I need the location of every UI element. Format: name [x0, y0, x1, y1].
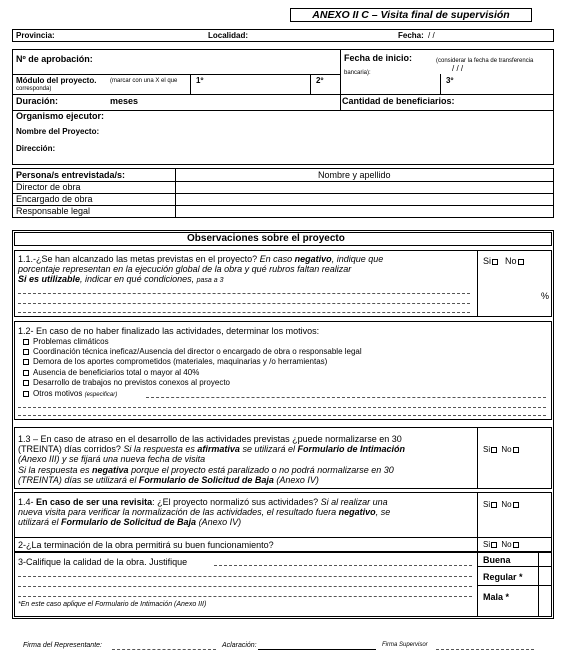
direccion-label: Dirección:: [16, 144, 56, 153]
q11-line2: porcentaje representan en la ejecución global de la obra y qué rubros faltan realizar: [18, 264, 352, 274]
fecha-inicio-label: Fecha de inicio:: [344, 53, 413, 63]
firma-supervisor-label: Firma Supervisor: [382, 642, 428, 648]
rating-buena[interactable]: Buena: [483, 555, 511, 565]
q13-si-no[interactable]: Si No: [483, 445, 521, 454]
no-checkbox[interactable]: [513, 502, 519, 508]
q12-option[interactable]: Problemas climáticos: [22, 337, 109, 347]
q14-si-no[interactable]: Si No: [483, 500, 521, 509]
q14-line1: 1.4- En caso de ser una revisita: ¿El proyecto normalizó sus actividades? Si al realizar una: [18, 497, 388, 507]
q12-option[interactable]: Ausencia de beneficiarios total o mayor al 40%: [22, 368, 199, 378]
nombre-proyecto-label: Nombre del Proyecto:: [16, 127, 100, 136]
modulo-2: 2º: [316, 76, 324, 85]
si-checkbox[interactable]: [492, 259, 498, 265]
persona-row: Responsable legal: [16, 206, 91, 216]
header-row: [12, 29, 554, 42]
q12-option[interactable]: Demora de los aportes comprometidos (materiales, maquinarias y /o herramientas): [22, 357, 327, 367]
no-checkbox[interactable]: [513, 542, 519, 548]
q12-option-other[interactable]: Otros motivos (especificar): [22, 389, 117, 400]
nombre-apellido-header: Nombre y apellido: [318, 170, 391, 180]
q11-line1: 1.1.-¿Se han alcanzado las metas previstas en el proyecto? En caso negativo, indique que: [18, 254, 384, 264]
fecha-inicio-slashes: / / /: [452, 64, 464, 73]
personas-header: Persona/s entrevistada/s:: [16, 170, 126, 180]
q13-line4: Si la respuesta es negativa porque el proyecto está paralizado o no podrá normalizarse en 30: [18, 465, 394, 475]
aclaracion-label: Aclaración:: [222, 642, 257, 649]
modulo-note: (marcar con una X el que corresponda): [16, 78, 178, 92]
q3-note: *En este caso aplique el Formulario de Intimación (Anexo III): [18, 601, 207, 608]
persona-row: Encargado de obra: [16, 194, 93, 204]
persona-row: Director de obra: [16, 182, 81, 192]
organismo-label: Organismo ejecutor:: [16, 111, 105, 121]
modulo-label: Módulo del proyecto.: [16, 76, 97, 85]
si-checkbox[interactable]: [491, 502, 497, 508]
modulo-3: 3º: [446, 76, 454, 85]
no-checkbox[interactable]: [518, 259, 524, 265]
percent-sign: %: [541, 291, 550, 301]
modulo-1: 1º: [196, 76, 204, 85]
aprobacion-label: Nº de aprobación:: [16, 54, 93, 64]
beneficiarios-label: Cantidad de beneficiarios:: [342, 96, 455, 106]
si-checkbox[interactable]: [491, 447, 497, 453]
fecha-label: Fecha:: [398, 31, 424, 40]
duracion-label: Duración:: [16, 96, 59, 106]
document-title: ANEXO II C – Visita final de supervisión: [290, 8, 532, 22]
no-checkbox[interactable]: [513, 447, 519, 453]
fecha-inicio-note: (considerar la fecha de transferencia bancaria):: [344, 58, 534, 76]
q12-option[interactable]: Desarrollo de trabajos no previstos conexos al proyecto: [22, 378, 230, 388]
q13-line1: 1.3 – En caso de atraso en el desarrollo de las actividades previstas ¿puede normalizarse en 30: [18, 434, 402, 444]
q3-text: 3-Califique la calidad de la obra. Justifique: [18, 557, 188, 567]
q11-line3: Si es utilizable, indicar en qué condiciones, pasa a 3: [18, 274, 224, 284]
firma-representante-label: Firma del Representante:: [23, 642, 102, 649]
q13-line3: (Anexo III) y se fijará una nueva fecha de visita: [18, 454, 206, 464]
fecha-slashes: / /: [428, 31, 435, 40]
observaciones-title: Observaciones sobre el proyecto: [187, 233, 345, 244]
q2-text: 2-¿La terminación de la obra permitirá su buen funcionamiento?: [18, 540, 274, 550]
meses-label: meses: [110, 96, 139, 106]
si-checkbox[interactable]: [491, 542, 497, 548]
rating-regular[interactable]: Regular *: [483, 572, 523, 582]
q2-si-no[interactable]: Si No: [483, 540, 521, 549]
q13-line5: (TREINTA) días se utilizará el Formulario de Solicitud de Baja (Anexo IV): [18, 475, 319, 485]
q12-intro: 1.2- En caso de no haber finalizado las actividades, determinar los motivos:: [18, 326, 320, 336]
q12-option[interactable]: Coordinación técnica ineficaz/Ausencia del director o encargado de obra o responsable legal: [22, 347, 362, 357]
q11-si-no[interactable]: Si No: [483, 256, 526, 266]
q14-line2: nueva visita para verificar la normalización de las actividades, el resultado fuera negativo, se: [18, 507, 391, 517]
q13-line2: (TREINTA) días corridos? Si la respuesta es afirmativa se utilizará el Formulario de Intimación: [18, 444, 405, 454]
q14-line3: utilizará el Formulario de Solicitud de Baja (Anexo IV): [18, 517, 242, 527]
provincia-label: Provincia:: [16, 31, 55, 40]
rating-mala[interactable]: Mala *: [483, 592, 510, 602]
localidad-label: Localidad:: [208, 31, 249, 40]
